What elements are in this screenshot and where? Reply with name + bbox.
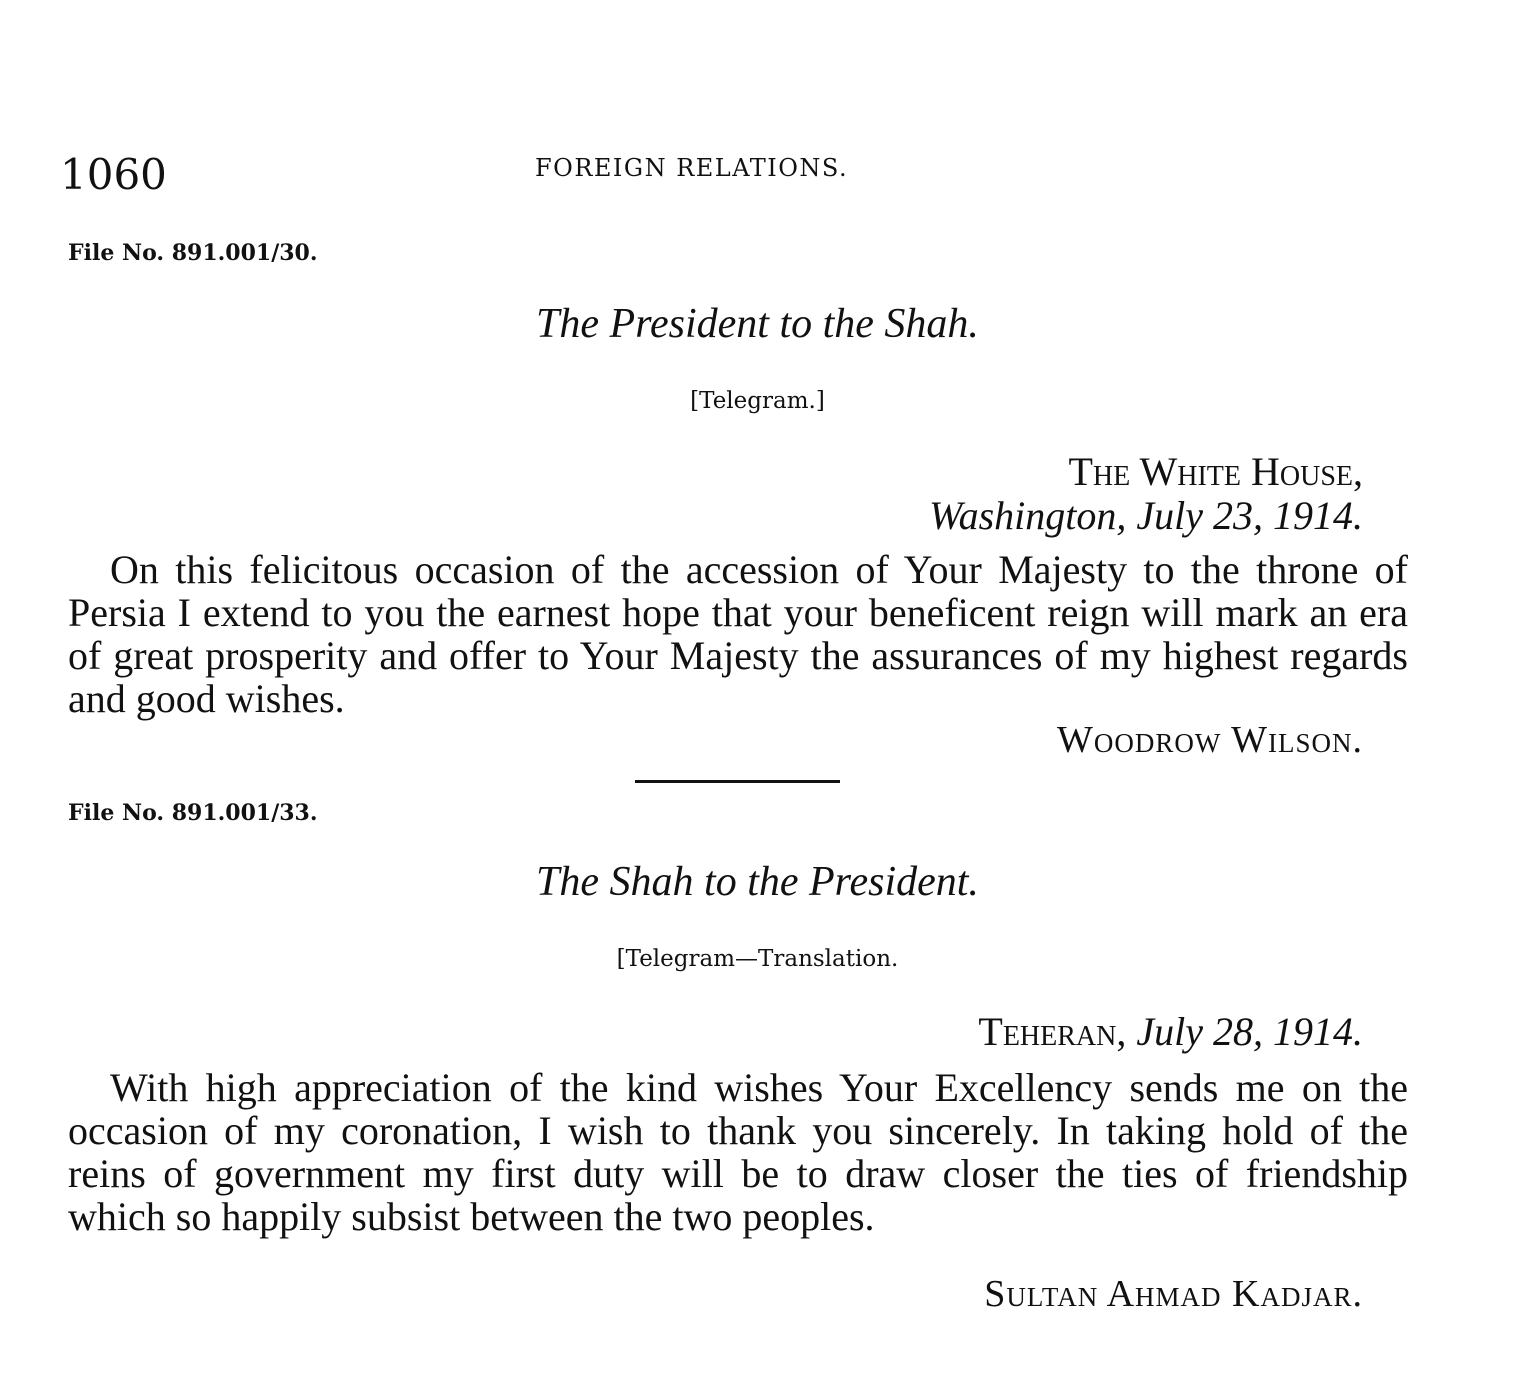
dateline bbox=[978, 1008, 1363, 1055]
file-number: File No. 891.001/33. bbox=[68, 800, 318, 826]
dateline-date: Washington, July 23, 1914. bbox=[928, 493, 1363, 538]
running-head: FOREIGN RELATIONS. bbox=[535, 154, 849, 182]
file-number: File No. 891.001/30. bbox=[68, 240, 318, 266]
telegram-label: [Telegram.] bbox=[690, 388, 825, 414]
signature: Woodrow Wilson. bbox=[1056, 719, 1363, 761]
dateline-place: The White House, bbox=[1068, 449, 1363, 494]
signature: Sultan Ahmad Kadjar. bbox=[984, 1273, 1363, 1315]
document-title: The Shah to the President. bbox=[536, 859, 979, 905]
message-body: With high appreciation of the kind wishes Your Excellency sends me on the occasion of my coronation, I wish to thank you sincerely. In taking hold of the reins of government my first duty will be to draw closer the ties of friendship which so happily subsist between the two peoples. bbox=[68, 1065, 1408, 1239]
document-title: The President to the Shah. bbox=[536, 301, 979, 347]
section-divider bbox=[635, 780, 840, 783]
dateline-place: Teheran, bbox=[978, 1009, 1127, 1054]
page-number: 1060 bbox=[60, 150, 167, 199]
message-body: On this felicitous occasion of the accession of Your Majesty to the throne of Persia I extend to you the earnest hope that your beneficent reign will mark an era of great prosperity and offer to Your Majesty the assurances of my highest regards and good wishes. bbox=[68, 547, 1408, 721]
dateline-date: July 28, 1914. bbox=[1136, 1009, 1363, 1054]
telegram-label: [Telegram—Translation. bbox=[616, 946, 899, 972]
